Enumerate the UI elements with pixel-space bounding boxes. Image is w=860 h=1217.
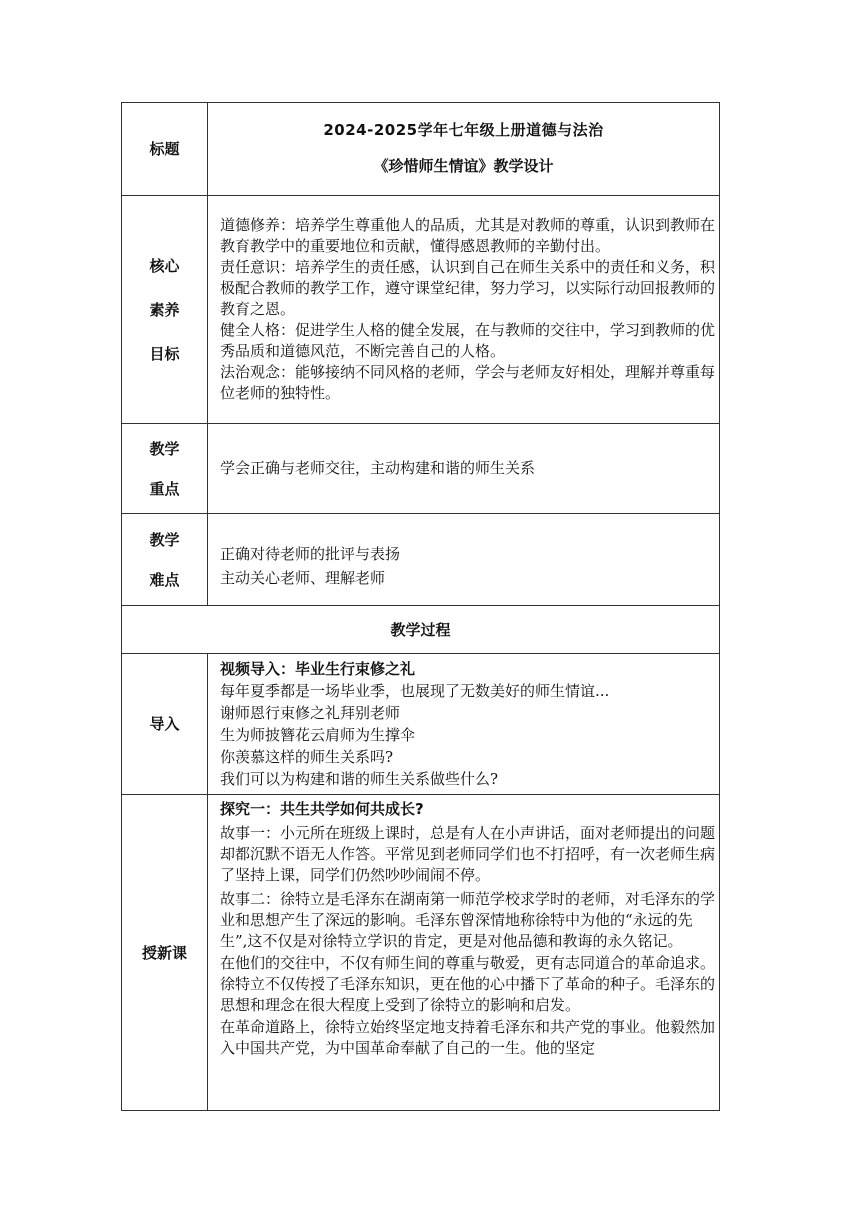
core-literacy-label-line: 素养 (149, 300, 180, 319)
key-points-label-line: 重点 (149, 479, 180, 498)
core-literacy-row (122, 196, 720, 424)
core-literacy-paragraph: 道德修养：培养学生尊重他人的品质，尤其是对教师的尊重，认识到教师在教育教学中的重要地位和贡献，懂得感恩教师的辛勤付出。 (220, 216, 716, 255)
intro-line: 我们可以为构建和谐的师生关系做些什么? (220, 770, 499, 788)
new-lesson-content (208, 795, 720, 1111)
key-points-content (208, 424, 720, 514)
difficult-points-line: 主动关心老师、理解老师 (220, 568, 386, 587)
intro-heading: 视频导入：毕业生行束修之礼 (220, 660, 416, 678)
new-lesson-row (122, 795, 720, 1111)
difficult-points-line: 正确对待老师的批评与表扬 (220, 544, 401, 563)
core-literacy-paragraph: 责任意识：培养学生的责任感，认识到自己在师生关系中的责任和义务，积极配合教师的教学工作，遵守课堂纪律，努力学习，以实际行动回报教师的教育之恩。 (220, 258, 716, 318)
intro-line: 每年夏季都是一场毕业季，也展现了无数美好的师生情谊... (220, 682, 610, 700)
new-lesson-paragraph: 在革命道路上，徐特立始终坚定地支持着毛泽东和共产党的事业。他毅然加入中国共产党，为中国革命奉献了自己的一生。他的坚定 (220, 1018, 716, 1057)
new-lesson-heading: 探究一：共生共学如何共成长? (220, 800, 424, 818)
intro-line: 生为师披簪花云肩师为生撑伞 (220, 726, 416, 744)
document-title-line2: 《珍惜师生情谊》教学设计 (373, 157, 554, 175)
key-points-label-line: 教学 (149, 439, 180, 458)
intro-line: 你羡慕这样的师生关系吗? (220, 748, 394, 766)
difficult-points-label-line: 教学 (149, 530, 180, 549)
difficult-points-row (122, 514, 720, 606)
intro-content (208, 654, 720, 795)
new-lesson-paragraph: 故事二：徐特立是毛泽东在湖南第一师范学校求学时的老师，对毛泽东的学业和思想产生了深远的影响。毛泽东曾深情地称徐特中为他的“永远的先生”,这不仅是对徐特立学识的肯定，更是对他品德和教诲的永久铭记。 (220, 890, 716, 950)
difficult-points-label-line: 难点 (149, 570, 180, 589)
key-points-label (122, 424, 208, 514)
key-points-text: 学会正确与老师交往，主动构建和谐的师生关系 (220, 459, 536, 477)
document-title-line1: 2024-2025学年七年级上册道德与法治 (323, 121, 604, 139)
title-content (208, 103, 720, 196)
title-row (122, 103, 720, 196)
intro-row (122, 654, 720, 795)
core-literacy-content (208, 196, 720, 424)
new-lesson-label: 授新课 (122, 795, 208, 1111)
core-literacy-label (122, 196, 208, 424)
process-header-row (122, 606, 720, 654)
key-points-row (122, 424, 720, 514)
core-literacy-paragraph: 健全人格：促进学生人格的健全发展，在与教师的交往中，学习到教师的优秀品质和道德风范，不断完善自己的人格。 (220, 321, 716, 360)
core-literacy-paragraph: 法治观念：能够接纳不同风格的老师，学会与老师友好相处，理解并尊重每位老师的独特性。 (220, 363, 716, 402)
core-literacy-label-line: 核心 (149, 256, 180, 275)
lesson-plan-table (121, 102, 720, 1111)
new-lesson-paragraph: 在他们的交往中，不仅有师生间的尊重与敬爱，更有志同道合的革命追求。徐特立不仅传授了毛泽东知识，更在他的心中播下了革命的种子。毛泽东的思想和理念在很大程度上受到了徐特立的影响和启发。 (220, 954, 716, 1014)
core-literacy-label-line: 目标 (149, 344, 180, 363)
difficult-points-content (208, 514, 720, 606)
title-label: 标题 (122, 103, 208, 196)
intro-label: 导入 (122, 654, 208, 795)
intro-line: 谢师恩行束修之礼拜别老师 (220, 704, 401, 722)
process-header: 教学过程 (122, 606, 720, 654)
new-lesson-paragraph: 故事一：小元所在班级上课时，总是有人在小声讲话，面对老师提出的问题却都沉默不语无人作答。平常见到老师同学们也不打招呼，有一次老师生病了坚持上课，同学们仍然吵吵闹闹不停。 (220, 824, 716, 884)
difficult-points-label (122, 514, 208, 606)
